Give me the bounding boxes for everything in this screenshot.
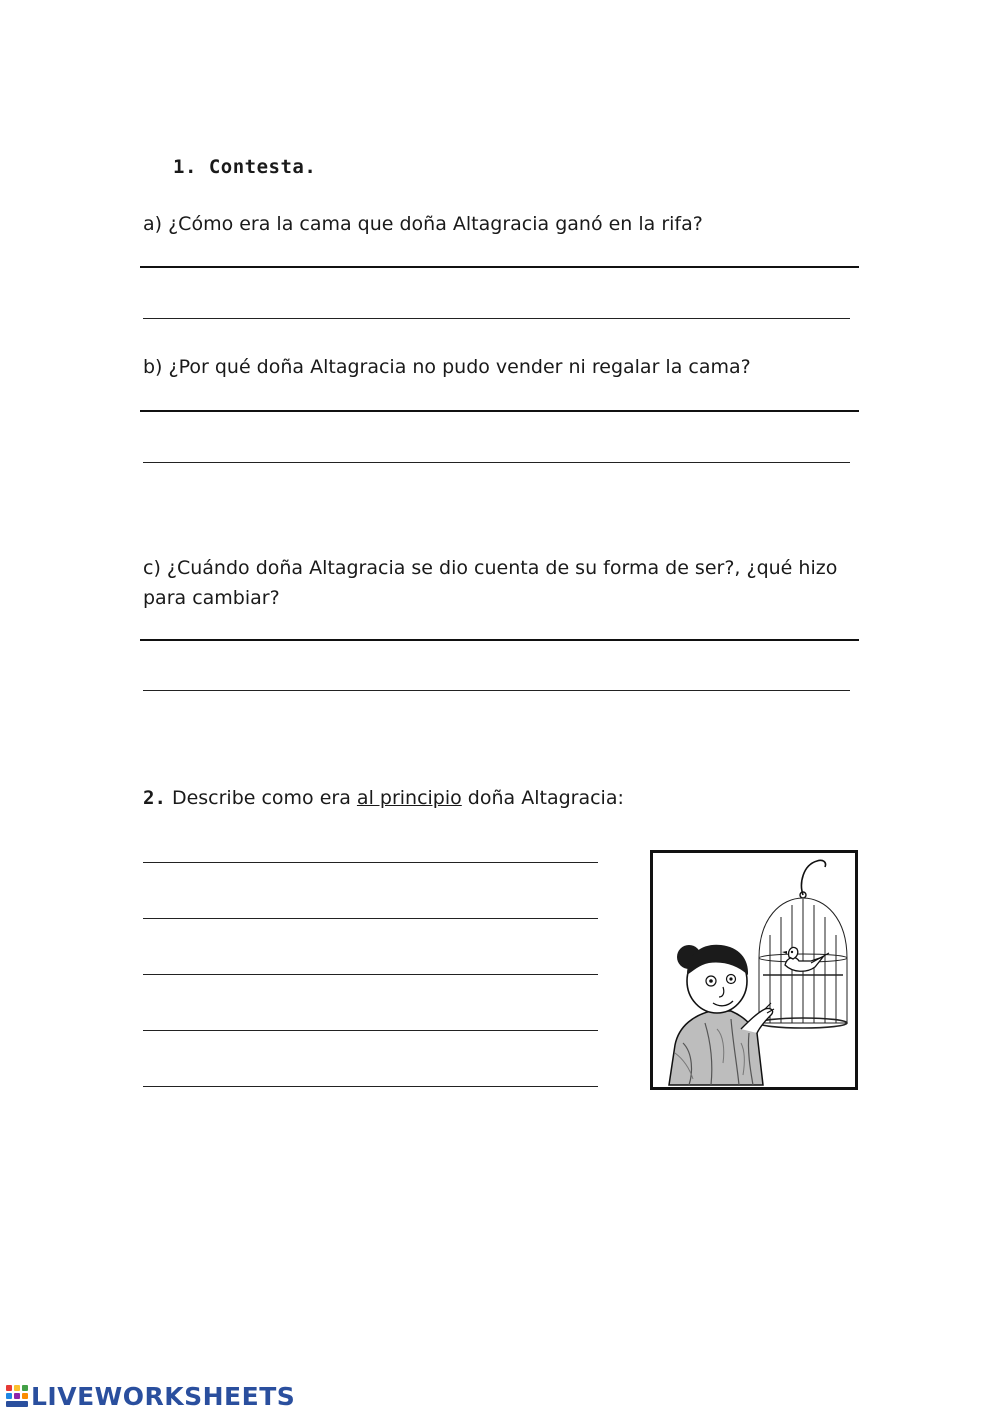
describe-answer-1-rule xyxy=(143,862,598,863)
describe-answer-2[interactable] xyxy=(142,888,601,920)
answer-c-line-1[interactable] xyxy=(142,609,860,641)
answer-b-line-1[interactable] xyxy=(142,380,860,412)
answer-a-line-1[interactable] xyxy=(142,236,860,268)
answer-c-line-2-rule xyxy=(143,690,850,691)
question-a: a) ¿Cómo era la cama que doña Altagracia ganó en la rifa? xyxy=(143,213,703,235)
woman-icon xyxy=(669,945,774,1085)
section-2-text-after: doña Altagracia: xyxy=(461,787,624,809)
answer-b-line-2-rule xyxy=(143,462,850,463)
describe-answer-5[interactable] xyxy=(142,1056,601,1088)
question-c-line-1: c) ¿Cuándo doña Altagracia se dio cuenta de su forma de ser?, ¿qué hizo xyxy=(143,557,838,579)
answer-a-line-2[interactable] xyxy=(142,288,851,320)
liveworksheets-brand: LIVEWORKSHEETS xyxy=(31,1381,296,1411)
answer-b-line-1-rule xyxy=(140,410,859,412)
answer-c-line-1-rule xyxy=(140,639,859,641)
describe-answer-4[interactable] xyxy=(142,1000,601,1032)
liveworksheets-logo xyxy=(6,1381,295,1411)
section-2-number: 2. xyxy=(143,787,166,809)
section-2-text-underlined: al principio xyxy=(356,787,462,809)
describe-answer-4-rule xyxy=(143,1030,598,1031)
question-c-line-2: para cambiar? xyxy=(143,587,280,609)
woman-with-birdcage-illustration xyxy=(653,853,855,1087)
answer-c-line-2[interactable] xyxy=(142,660,851,692)
describe-answer-1[interactable] xyxy=(142,832,601,864)
describe-answer-3-rule xyxy=(143,974,598,975)
illustration-frame xyxy=(650,850,858,1090)
describe-answer-5-rule xyxy=(143,1086,598,1087)
describe-answer-3[interactable] xyxy=(142,944,601,976)
bird-icon xyxy=(782,947,829,971)
section-2-prompt xyxy=(143,783,624,813)
liveworksheets-logo-icon xyxy=(6,1385,28,1407)
section-2-text-before: Describe como era xyxy=(171,787,357,809)
section-1-title: 1. Contesta. xyxy=(173,156,317,178)
describe-answer-2-rule xyxy=(143,918,598,919)
answer-a-line-2-rule xyxy=(143,318,850,319)
answer-b-line-2[interactable] xyxy=(142,432,851,464)
cage-hook-icon xyxy=(802,860,826,895)
question-b: b) ¿Por qué doña Altagracia no pudo vender ni regalar la cama? xyxy=(143,356,751,378)
answer-a-line-1-rule xyxy=(140,266,859,268)
